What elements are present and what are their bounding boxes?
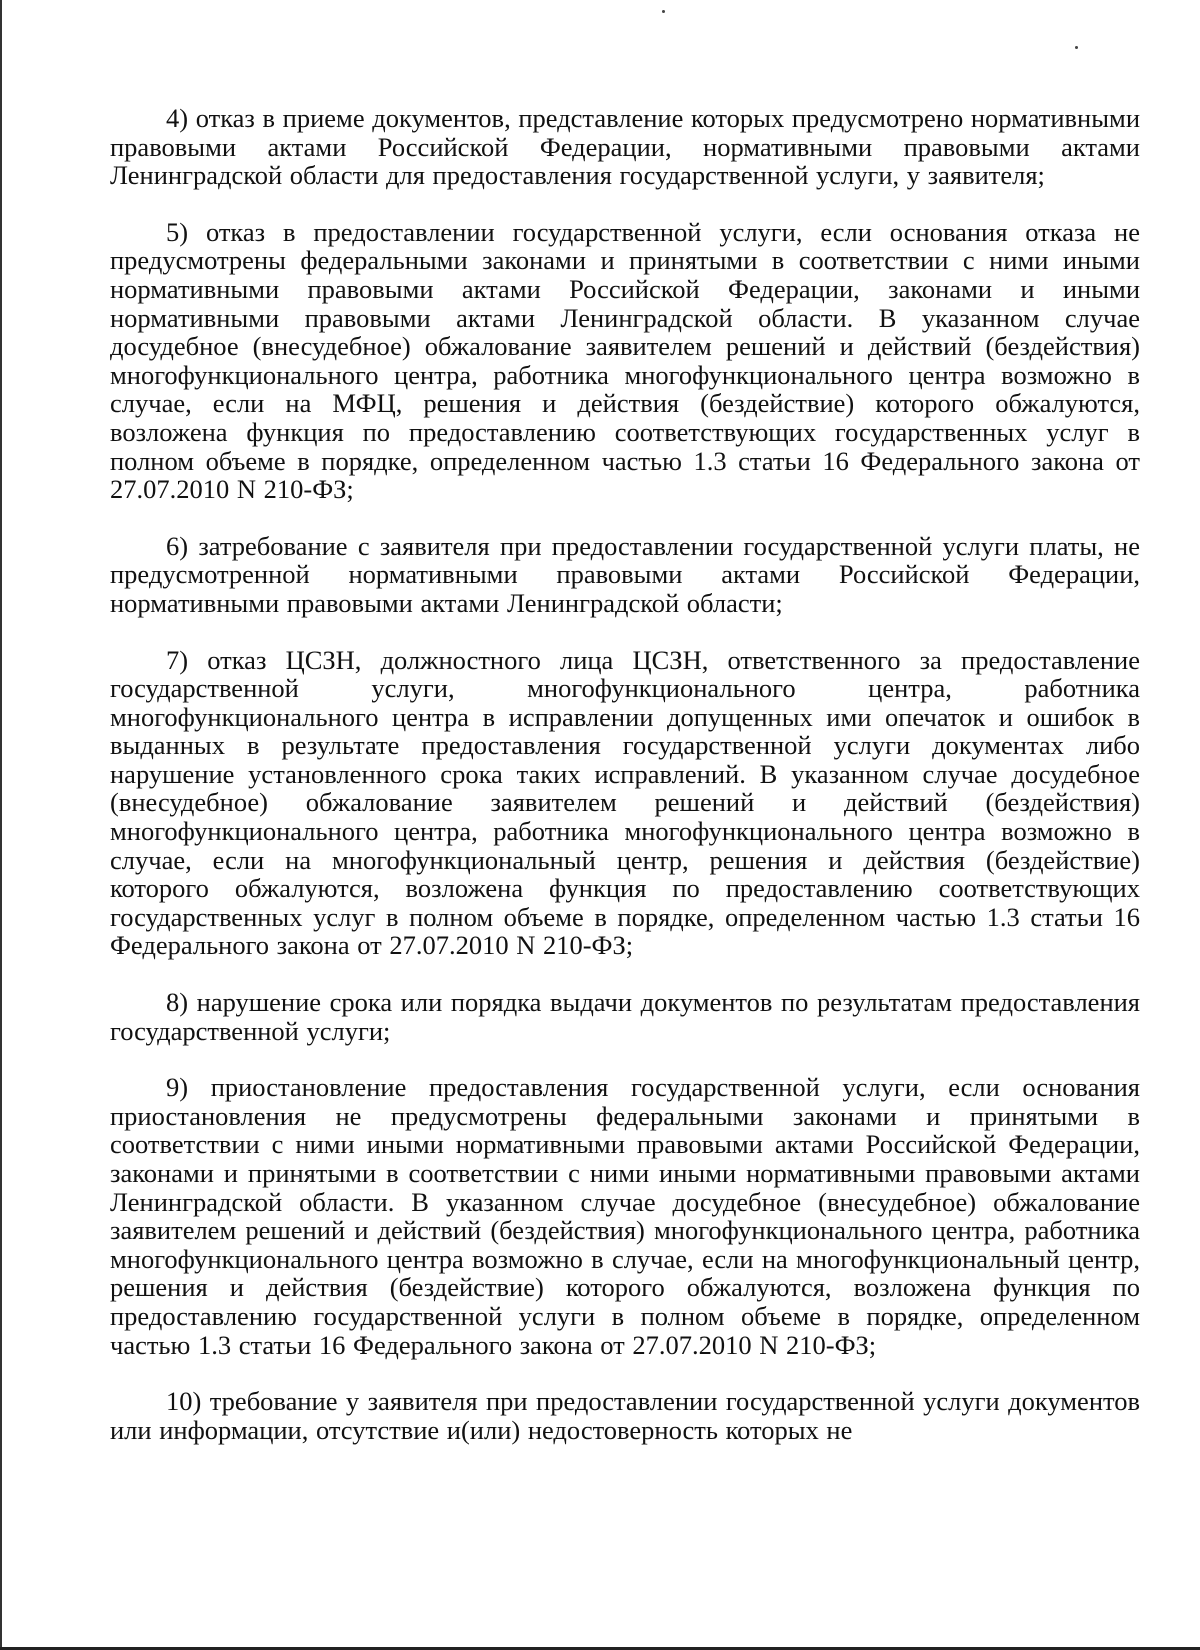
scan-speck [662,10,665,13]
clause-7: 7) отказ ЦСЗН, должностного лица ЦСЗН, ответственного за предоставление государственной услуги, многофункционального центра, работника многофункционального центра в исправлении допущенных ими опечаток и ошибок в выданных в результате предоставления государственной услуги документах либо нарушение установленного срока таких исправлений. В указанном случае досудебное (внесудебное) обжалование заявителем решений и действий (бездействия) многофункционального центра, работника многофункционального центра возможно в случае, если на многофункциональный центр, решения и действия (бездействие) которого обжалуются, возложена функция по предоставлению соответствующих государственных услуг в полном объеме в порядке, определенном частью 1.3 статьи 16 Федерального закона от 27.07.2010 N 210-ФЗ; [110,644,1140,961]
clause-5: 5) отказ в предоставлении государственной услуги, если основания отказа не предусмотрены федеральными законами и принятыми в соответствии с ними иными нормативными правовыми актами Российской Федерации, законами и иными нормативными правовыми актами Ленинградской области. В указанном случае досудебное (внесудебное) обжалование заявителем решений и действий (бездействия) многофункционального центра, работника многофункционального центра возможно в случае, если на МФЦ, решения и действия (бездействие) которого обжалуются, возложена функция по предоставлению соответствующих государственных услуг в полном объеме в порядке, определенном частью 1.3 статьи 16 Федерального закона от 27.07.2010 N 210-ФЗ; [110,216,1140,505]
clause-8: 8) нарушение срока или порядка выдачи документов по результатам предоставления государственной услуги; [110,987,1140,1046]
clause-9: 9) приостановление предоставления государственной услуги, если основания приостановления не предусмотрены федеральными законами и принятыми в соответствии с ними иными нормативными правовыми актами Российской Федерации, законами и принятыми в соответствии с ними иными нормативными правовыми актами Ленинградской области. В указанном случае досудебное (внесудебное) обжалование заявителем решений и действий (бездействия) многофункционального центра, работника многофункционального центра возможно в случае, если на многофункциональный центр, решения и действия (бездействие) которого обжалуются, возложена функция по предоставлению государственной услуги в полном объеме в порядке, определенном частью 1.3 статьи 16 Федерального закона от 27.07.2010 N 210-ФЗ; [110,1072,1140,1360]
document-page [110,104,1140,1472]
clause-4: 4) отказ в приеме документов, представление которых предусмотрено нормативными правовыми актами Российской Федерации, нормативными правовыми актами Ленинградской области для предоставления государственной услуги, у заявителя; [110,103,1140,191]
clause-10: 10) требование у заявителя при предоставлении государственной услуги документов или информации, отсутствие и(или) недостоверность которых не [110,1386,1140,1445]
clause-6: 6) затребование с заявителя при предоставлении государственной услуги платы, не предусмотренной нормативными правовыми актами Российской Федерации, нормативными правовыми актами Ленинградской области; [110,530,1140,618]
scan-speck [1075,46,1078,49]
scan-left-edge [0,0,2,1650]
